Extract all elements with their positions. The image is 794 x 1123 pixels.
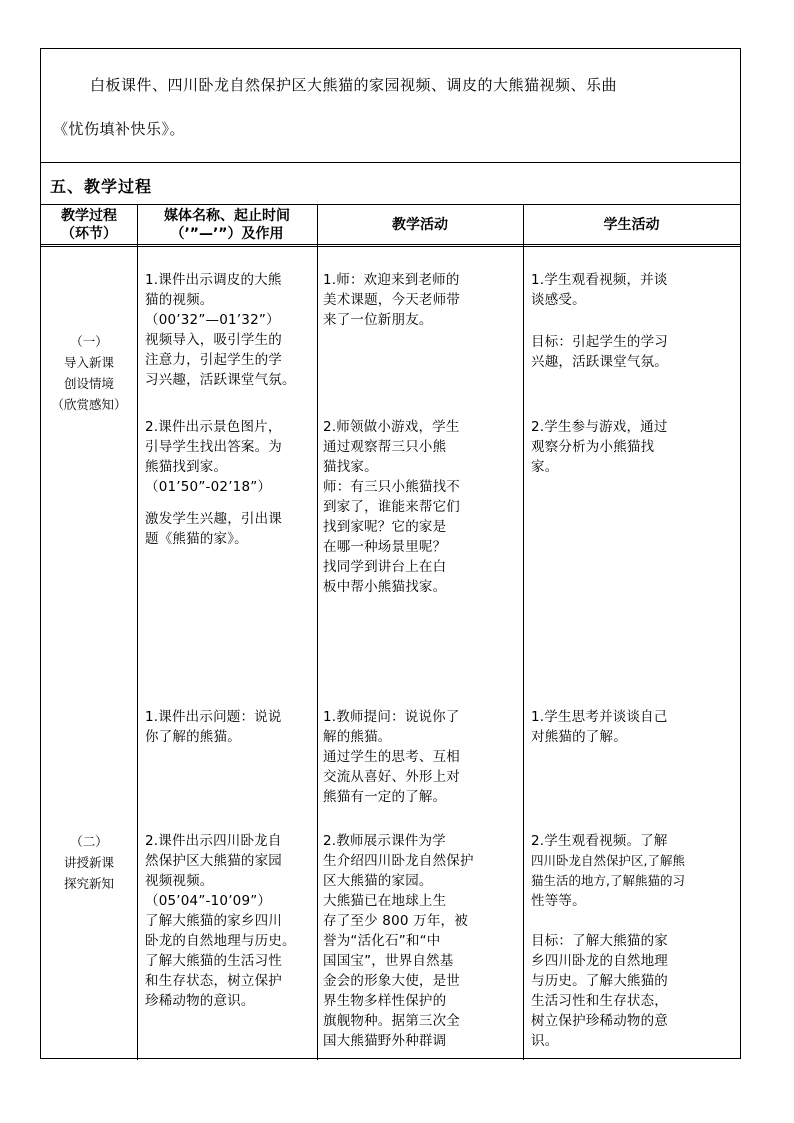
media-text: （01’50”-02’18”） xyxy=(145,479,272,495)
media-text: 2.课件出示四川卧龙自 xyxy=(145,833,282,849)
header-text: 学生活动 xyxy=(603,216,660,233)
media-text: 激发学生兴趣，引出课 xyxy=(145,511,282,527)
student-block xyxy=(531,417,668,477)
teacher-text: 界生物多样性保护的 xyxy=(323,993,447,1009)
stage-text: 导入新课 xyxy=(63,355,114,370)
teacher-text: 2.师领做小游戏，学生 xyxy=(323,419,460,435)
teacher-text: 2.教师展示课件为学 xyxy=(323,833,446,849)
student-text: 家。 xyxy=(531,459,559,475)
student-text: 观察分析为小熊猫找 xyxy=(531,439,655,455)
header-stage xyxy=(41,205,137,247)
teacher-text: 区大熊猫的家园。 xyxy=(323,873,433,889)
media-text: 视频视频。 xyxy=(145,873,214,889)
student-text: 生活习性和生存状态， xyxy=(531,993,668,1009)
student-block xyxy=(531,707,668,747)
teacher-text: 来了一位新朋友。 xyxy=(323,312,433,328)
stage-text: 探究新知 xyxy=(63,876,114,891)
materials-line: 白板课件、四川卧龙自然保护区大熊猫的家园视频、调皮的大熊猫视频、乐曲 xyxy=(90,76,618,94)
student-text: 与历史。了解大熊猫的 xyxy=(531,973,668,989)
teacher-text: 1.教师提问：说说你了 xyxy=(323,709,460,725)
media-block xyxy=(145,831,296,1011)
student-text: 目标：了解大熊猫的家 xyxy=(531,933,668,949)
header-text: 教学过程 xyxy=(61,207,117,224)
stage-text: 讲授新课 xyxy=(63,855,114,870)
student-text: 乡四川卧龙的自然地理 xyxy=(531,953,668,969)
teacher-text: 生介绍四川卧龙自然保护 xyxy=(323,853,474,869)
materials-line: 《忧伤填补快乐》。 xyxy=(53,120,186,138)
header-text: （’”—’”）及作用 xyxy=(170,225,284,242)
teacher-text: 熊猫有一定的了解。 xyxy=(323,789,447,805)
student-text: 兴趣，活跃课堂气氛。 xyxy=(531,354,668,370)
teacher-text: 猫找家。 xyxy=(323,459,378,475)
student-text: 2.学生观看视频。了解 xyxy=(531,833,668,849)
media-text: 珍稀动物的意识。 xyxy=(145,993,255,1009)
media-text: 1.课件出示问题：说说 xyxy=(145,709,282,725)
media-text: 卧龙的自然地理与历史。 xyxy=(145,933,296,949)
media-text: 了解大熊猫的家乡四川 xyxy=(145,913,282,929)
teacher-block xyxy=(323,270,460,330)
teacher-text: 大熊猫已在地球上生 xyxy=(323,893,447,909)
teacher-text: 交流从喜好、外形上对 xyxy=(323,769,460,785)
materials-cell xyxy=(41,49,740,163)
student-text: 树立保护珍稀动物的意 xyxy=(531,1013,668,1029)
media-text: 引导学生找出答案。为 xyxy=(145,439,282,455)
stage-1 xyxy=(41,331,137,415)
media-text: 猫的视频。 xyxy=(145,292,214,308)
teacher-text: 通过学生的思考、互相 xyxy=(323,749,460,765)
media-text: 熊猫找到家。 xyxy=(145,459,228,475)
teacher-text: 旗舰物种。据第三次全 xyxy=(323,1013,460,1029)
stage-text: （二） xyxy=(70,834,108,849)
student-text: 1.学生观看视频，并谈 xyxy=(531,272,668,288)
teacher-text: 1.师：欢迎来到老师的 xyxy=(323,272,460,288)
teacher-text: 师：有三只小熊猫找不 xyxy=(323,479,460,495)
media-block xyxy=(145,707,282,747)
media-text: 题《熊猫的家》。 xyxy=(145,531,248,547)
teacher-text: 解的熊猫。 xyxy=(323,729,392,745)
teacher-text: 誉为“活化石”和“中 xyxy=(323,933,441,949)
media-text: 习兴趣，活跃课堂气氛。 xyxy=(145,372,296,388)
student-text: 对熊猫的了解。 xyxy=(531,729,627,745)
column-divider xyxy=(137,205,138,1060)
teacher-block xyxy=(323,707,460,807)
header-text: 媒体名称、起止时间 xyxy=(164,207,290,224)
teacher-text: 通过观察帮三只小熊 xyxy=(323,439,447,455)
student-block xyxy=(531,270,668,372)
student-text: 猫生活的地方,了解熊猫的习 xyxy=(531,873,685,888)
media-text: 视频导入，吸引学生的 xyxy=(145,332,282,348)
teacher-text: 国大熊猫野外种群调 xyxy=(323,1033,447,1049)
media-block xyxy=(145,270,296,390)
student-block xyxy=(531,831,685,1051)
student-text: 目标：引起学生的学习 xyxy=(531,334,668,350)
student-text: 性等等。 xyxy=(531,893,586,909)
teacher-text: 在哪一种场景里呢？ xyxy=(323,539,447,555)
media-text: 2.课件出示景色图片， xyxy=(145,419,282,435)
stage-text: （欣赏感知） xyxy=(51,397,127,412)
header-text: 教学活动 xyxy=(392,216,448,233)
teacher-text: 到家了，谁能来帮它们 xyxy=(323,499,460,515)
media-text: 注意力，引起学生的学 xyxy=(145,352,282,368)
teacher-text: 美术课题，今天老师带 xyxy=(323,292,460,308)
media-text: （00’32”—01’32”） xyxy=(145,312,280,328)
teacher-text: 国国宝”，世界自然基 xyxy=(323,953,454,969)
header-teacher xyxy=(317,205,523,247)
lesson-table xyxy=(40,48,741,1059)
media-text: 了解大熊猫的生活习性 xyxy=(145,953,282,969)
student-text: 谈感受。 xyxy=(531,292,586,308)
header-text: （环节） xyxy=(61,225,117,242)
teacher-text: 金会的形象大使，是世 xyxy=(323,973,460,989)
media-text: 你了解的熊猫。 xyxy=(145,729,241,745)
teacher-text: 找到家呢？它的家是 xyxy=(323,519,447,535)
teacher-text: 存了至少 800 万年，被 xyxy=(323,913,468,929)
media-text: 和生存状态，树立保护 xyxy=(145,973,282,989)
stage-text: （一） xyxy=(70,334,108,349)
student-text: 1.学生思考并谈谈自己 xyxy=(531,709,668,725)
column-divider xyxy=(317,205,318,1060)
stage-text: 创设情境 xyxy=(63,376,114,391)
student-text: 四川卧龙自然保护区,了解熊 xyxy=(531,853,685,868)
student-text: 识。 xyxy=(531,1033,559,1049)
stage-2 xyxy=(41,831,137,894)
student-text: 2.学生参与游戏，通过 xyxy=(531,419,668,435)
teacher-text: 板中帮小熊猫找家。 xyxy=(323,579,447,595)
section-heading xyxy=(41,163,740,205)
media-text: 1.课件出示调皮的大熊 xyxy=(145,272,282,288)
teacher-block xyxy=(323,417,460,597)
media-text: 然保护区大熊猫的家园 xyxy=(145,853,282,869)
header-student xyxy=(523,205,740,247)
column-divider xyxy=(523,205,524,1060)
header-media xyxy=(137,205,317,247)
teacher-text: 找同学到讲台上在白 xyxy=(323,559,447,575)
teacher-block xyxy=(323,831,474,1051)
media-text: （05’04”-10’09”） xyxy=(145,893,272,909)
media-block xyxy=(145,417,282,549)
section-title: 五、教学过程 xyxy=(50,177,153,196)
